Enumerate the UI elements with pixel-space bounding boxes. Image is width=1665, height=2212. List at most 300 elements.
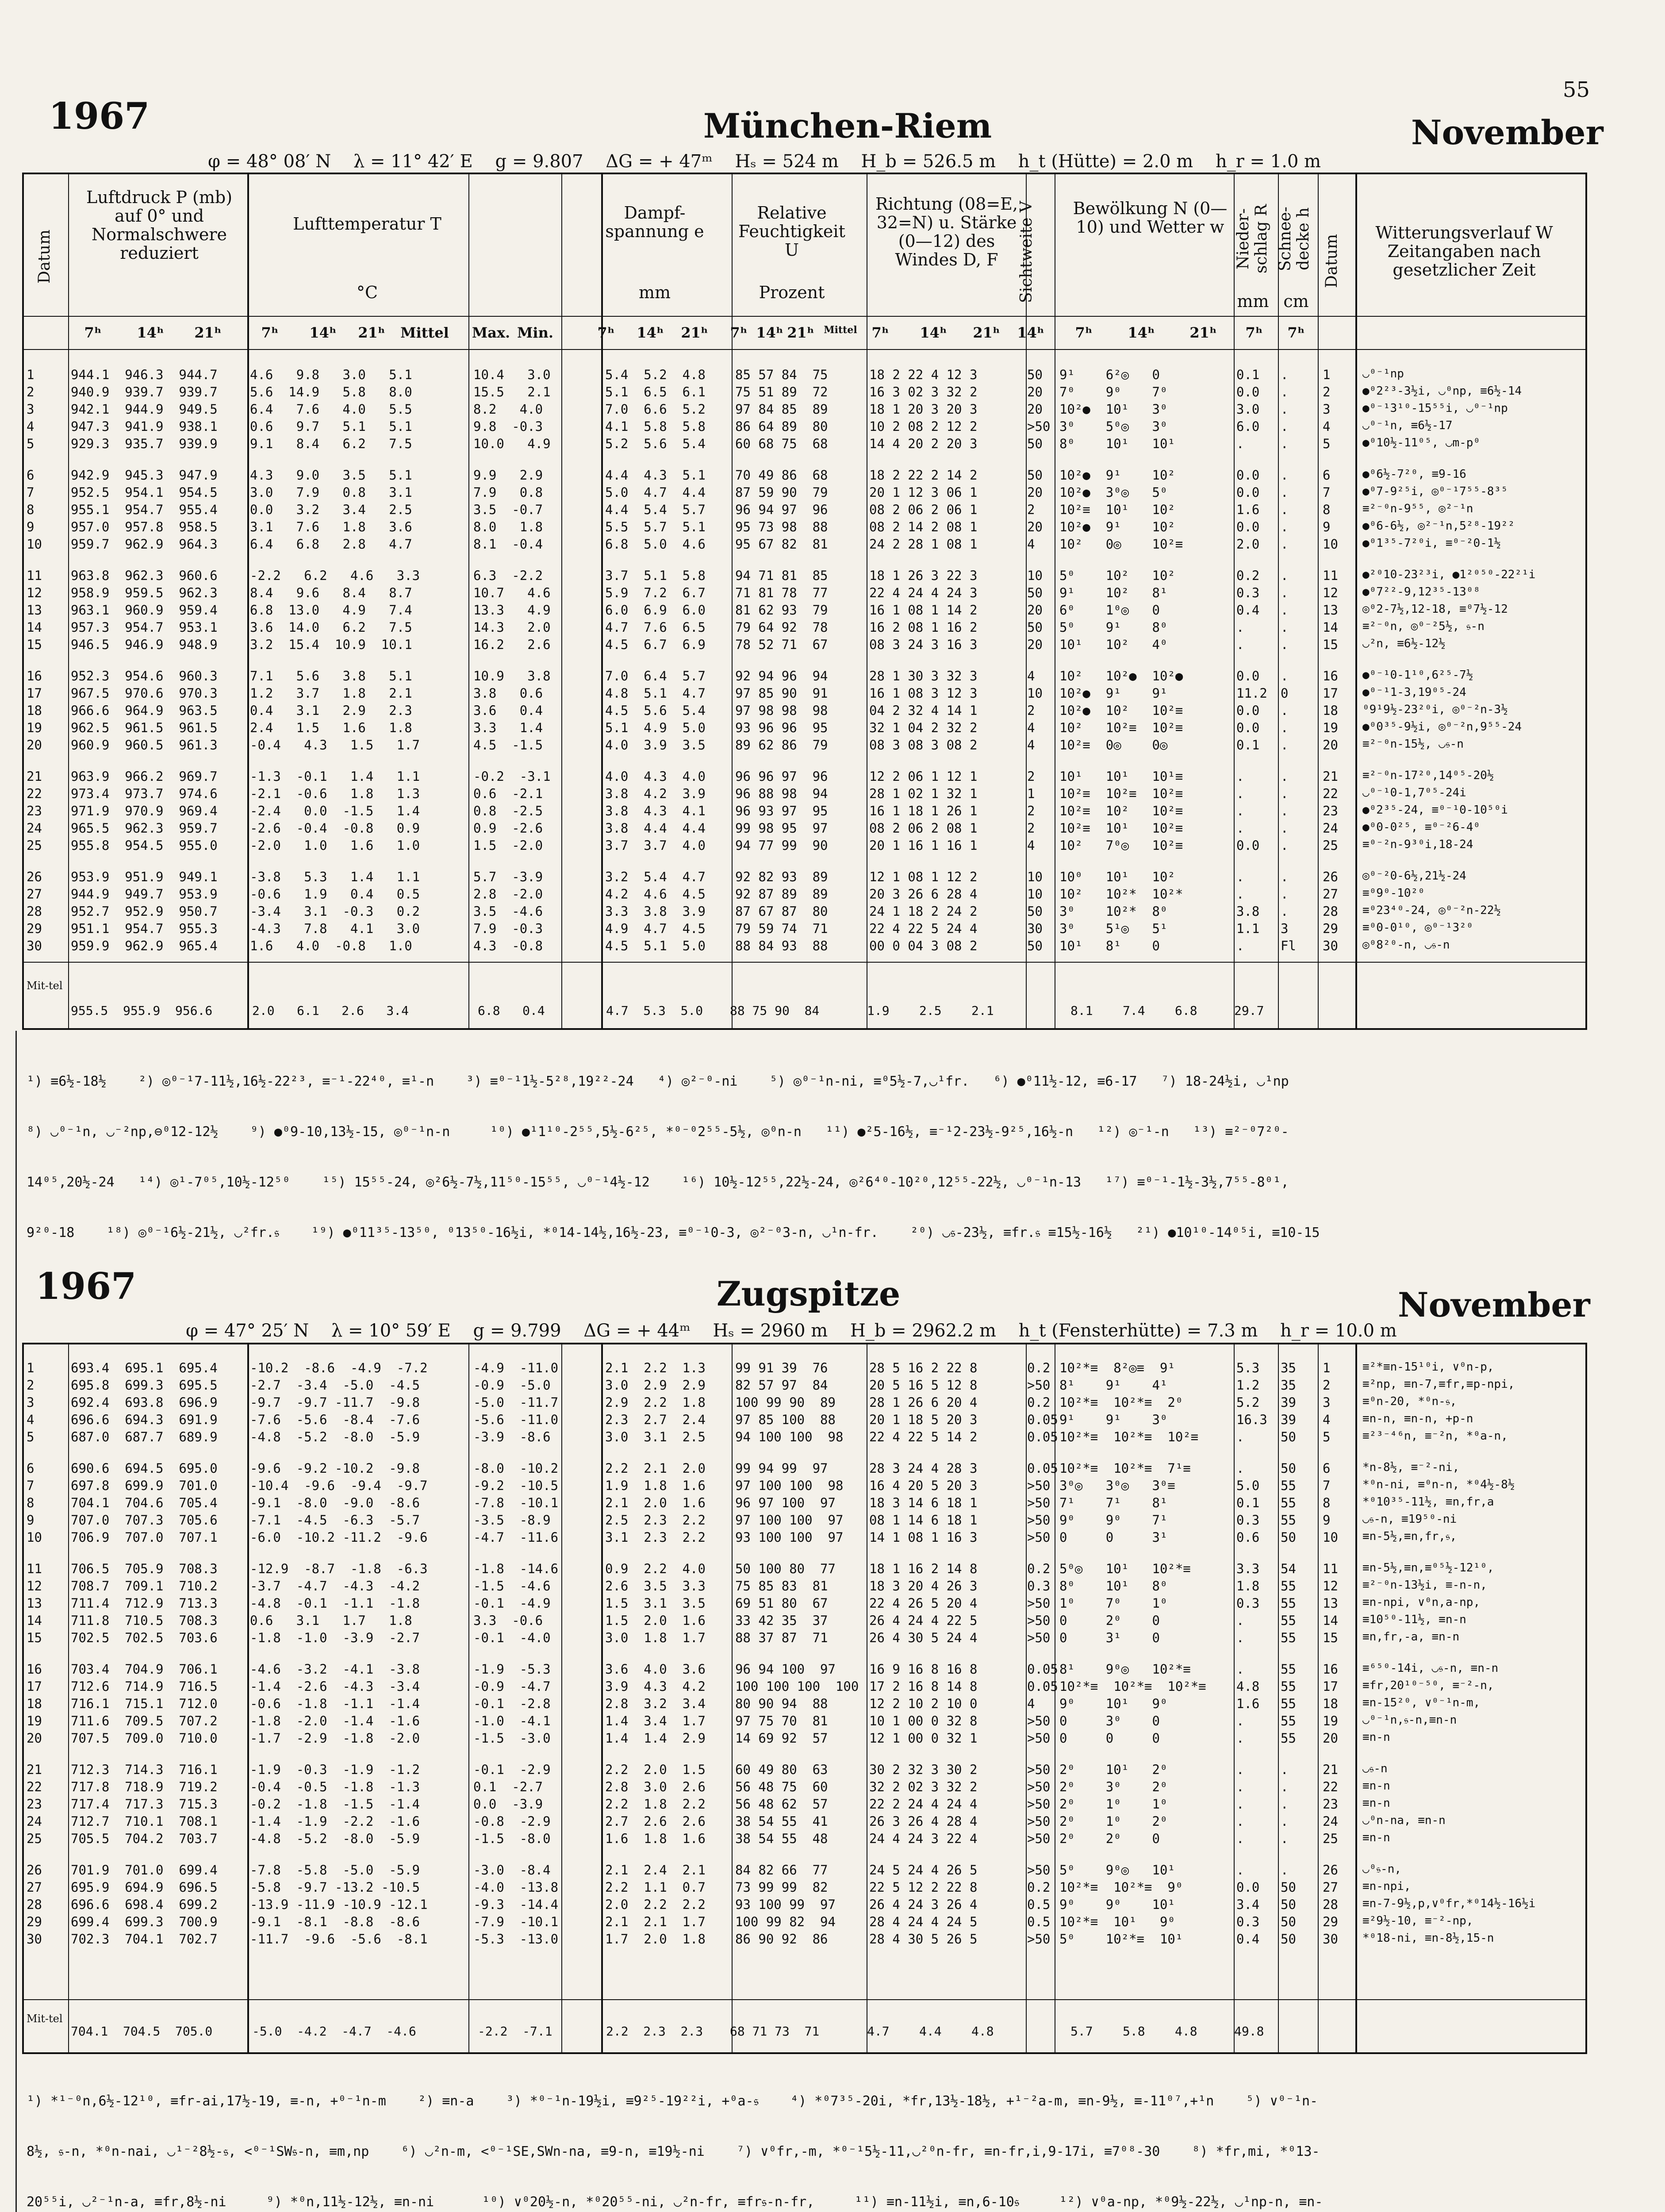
munich-cell-t: 3.1 7.6 1.8 3.6 (250, 519, 412, 534)
munich-cell-t: 6.4 6.8 2.8 4.7 (250, 537, 412, 552)
zug-cell-v: >50 (1027, 1530, 1051, 1545)
sub-n7: 7ʰ (1075, 324, 1093, 341)
zug-cell-t: -5.8 -9.7 -13.2 -10.5 (250, 1880, 420, 1895)
sub-t21: 21ʰ (358, 324, 385, 341)
munich-hdr-vapor: Dampf- spannung e (605, 203, 704, 241)
munich-cell-r: 0.0 (1236, 519, 1260, 534)
munich-cell-dd: 12 (1323, 585, 1338, 600)
munich-cell-w: 28 1 30 3 32 3 (869, 668, 978, 684)
munich-cell-d: 2 (27, 384, 35, 399)
zug-cell-d: 26 (27, 1863, 42, 1878)
zug-cell-p: 702.3 704.1 702.7 (71, 1932, 218, 1947)
munich-cell-p: 958.9 959.5 962.3 (71, 585, 218, 600)
munich-cell-v: 10 (1027, 887, 1043, 902)
zug-cell-mm: -1.5 -3.0 (473, 1731, 551, 1746)
zug-cell-dd: 14 (1323, 1613, 1338, 1628)
zug-cell-h: 54 (1281, 1561, 1296, 1576)
munich-cell-h: . (1281, 384, 1289, 399)
zug-cell-e: 3.6 4.0 3.6 (605, 1662, 706, 1677)
munich-cell-w: 18 1 26 3 22 3 (869, 568, 978, 583)
zug-cell-n: 9⁰ 9⁰ 10¹ (1059, 1897, 1175, 1912)
munich-cell-v: 30 (1027, 921, 1043, 936)
munich-cell-d: 6 (27, 468, 35, 483)
munich-cell-w: 18 2 22 2 14 2 (869, 468, 978, 483)
munich-cell-r: . (1236, 786, 1244, 801)
zug-cell-dd: 10 (1323, 1530, 1338, 1545)
munich-cell-ww: ◡⁰⁻¹n, ≡6½-17 (1362, 419, 1453, 432)
zug-cell-p: 696.6 698.4 699.2 (71, 1897, 218, 1912)
zug-ht: h_t (Fensterhütte) = 7.3 m (1018, 1321, 1258, 1341)
munich-mittel-n: 8.1 7.4 6.8 (1070, 1003, 1197, 1018)
munich-cell-mm: 5.7 -3.9 (473, 869, 543, 884)
munich-cell-v: 50 (1027, 468, 1043, 483)
zug-cell-h: 35 (1281, 1378, 1296, 1393)
munich-cell-w: 08 3 08 3 08 2 (869, 737, 978, 753)
munich-cell-ww: ◎⁰2-7½,12-18, ≡⁰7½-12 (1362, 603, 1508, 616)
munich-hdr-datum: Datum (35, 229, 54, 284)
zug-cell-t: -9.6 -9.2 -10.2 -9.8 (250, 1461, 420, 1476)
munich-cell-mm: 1.5 -2.0 (473, 838, 543, 853)
zug-cell-v: >50 (1027, 1762, 1051, 1777)
zug-cell-t: -12.9 -8.7 -1.8 -6.3 (250, 1561, 428, 1576)
zug-cell-h: 55 (1281, 1495, 1296, 1510)
munich-cell-u: 60 68 75 68 (735, 436, 828, 451)
munich-cell-n: 10²● 9¹ 9¹ (1059, 686, 1168, 701)
munich-cell-u: 93 96 96 95 (735, 720, 828, 735)
zug-cell-t: -4.8 -0.1 -1.1 -1.8 (250, 1596, 420, 1611)
munich-cell-d: 24 (27, 821, 42, 836)
zug-cell-p: 692.4 693.8 696.9 (71, 1395, 218, 1410)
zug-mittel-n: 5.7 5.8 4.8 (1070, 2024, 1197, 2039)
zug-cell-dd: 4 (1323, 1412, 1331, 1427)
zug-cell-t: -10.4 -9.6 -9.4 -9.7 (250, 1478, 428, 1493)
zug-cell-t: 0.6 3.1 1.7 1.8 (250, 1613, 412, 1628)
munich-cell-p: 953.9 951.9 949.1 (71, 869, 218, 884)
munich-cell-e: 7.0 6.6 5.2 (605, 402, 706, 417)
zug-cell-v: 0.05 (1027, 1662, 1058, 1677)
munich-cell-h: . (1281, 603, 1289, 618)
zug-cell-w: 16 4 20 5 20 3 (869, 1478, 978, 1493)
zug-cell-e: 1.5 2.0 1.6 (605, 1613, 706, 1628)
munich-cell-p: 951.1 954.7 955.3 (71, 921, 218, 936)
munich-cell-n: 10²● 10² 10²≡ (1059, 703, 1183, 718)
sub-w14: 14ʰ (920, 324, 947, 341)
munich-cell-dd: 5 (1323, 436, 1331, 451)
munich-cell-u: 95 73 98 88 (735, 519, 828, 534)
zug-cell-v: >50 (1027, 1713, 1051, 1728)
sub-p21: 21ʰ (194, 324, 222, 341)
munich-cell-dd: 28 (1323, 904, 1338, 919)
munich-cell-mm: 4.5 -1.5 (473, 737, 543, 753)
zug-cell-dd: 2 (1323, 1378, 1331, 1393)
munich-cell-d: 17 (27, 686, 42, 701)
munich-cell-w: 18 1 20 3 20 3 (869, 402, 978, 417)
munich-cell-dd: 15 (1323, 637, 1338, 652)
munich-footnote-line: ⁸) ◡⁰⁻¹n, ◡⁻²np,⊖⁰12-12½ ⁹) ●⁰9-10,13½-15, ◎⁰⁻¹n-n ¹⁰) ●¹1¹⁰-2⁵⁵,5½-6²⁵, *⁰⁻⁰2⁵⁵-5½, ◎⁰n-n ¹¹) ●²5-16½, ≡⁻¹2-23½-9²⁵,16½-n ¹²) ◎⁻¹-n ¹³) ≡²⁻⁰7²⁰- (27, 1124, 1289, 1140)
zug-cell-w: 10 1 00 0 32 8 (869, 1713, 978, 1728)
zug-cell-h: 50 (1281, 1429, 1296, 1444)
munich-cell-e: 5.2 5.6 5.4 (605, 436, 706, 451)
munich-cell-e: 4.0 3.9 3.5 (605, 737, 706, 753)
munich-cell-u: 96 94 97 96 (735, 502, 828, 517)
munich-cell-h: . (1281, 838, 1289, 853)
zug-cell-h: 50 (1281, 1461, 1296, 1476)
munich-cell-v: 2 (1027, 803, 1035, 818)
zug-cell-t: -13.9 -11.9 -10.9 -12.1 (250, 1897, 428, 1912)
zug-cell-p: 696.6 694.3 691.9 (71, 1412, 218, 1427)
zug-cell-e: 1.9 1.8 1.6 (605, 1478, 706, 1493)
zug-cell-h: 55 (1281, 1578, 1296, 1594)
zug-cell-ww: *n-8½, ≡⁻²-ni, (1362, 1461, 1460, 1474)
zug-cell-n: 5⁰◎ 10¹ 10²*≡ (1059, 1561, 1191, 1576)
munich-cell-w: 16 3 02 3 32 2 (869, 384, 978, 399)
zug-cell-p: 712.7 710.1 708.1 (71, 1814, 218, 1829)
zug-cell-v: 0.3 (1027, 1578, 1051, 1594)
munich-cell-d: 20 (27, 737, 42, 753)
zug-cell-w: 18 1 16 2 14 8 (869, 1561, 978, 1576)
zug-cell-r: 5.0 (1236, 1478, 1260, 1493)
munich-cell-ww: ≡⁰0-0¹⁰, ◎⁰⁻¹3²⁰ (1362, 921, 1473, 934)
munich-cell-p: 959.9 962.9 965.4 (71, 938, 218, 953)
zug-cell-d: 30 (27, 1932, 42, 1947)
zug-cell-p: 707.0 707.3 705.6 (71, 1513, 218, 1528)
munich-hdr-cloud: Bewölkung N (0—10) und Wetter w (1073, 199, 1228, 237)
munich-cell-dd: 2 (1323, 384, 1331, 399)
munich-cell-n: 10² 10²* 10²* (1059, 887, 1183, 902)
zug-cell-r: . (1236, 1779, 1244, 1794)
zug-cell-t: -9.1 -8.0 -9.0 -8.6 (250, 1495, 420, 1510)
zug-cell-ww: ◡⁰𝔰-n, (1362, 1863, 1402, 1876)
zug-cell-u: 33 42 35 37 (735, 1613, 828, 1628)
zug-cell-r: 0.3 (1236, 1914, 1260, 1929)
munich-cell-v: 4 (1027, 838, 1035, 853)
zug-cell-p: 706.5 705.9 708.3 (71, 1561, 218, 1576)
zug-lat: φ = 47° 25′ N (186, 1321, 309, 1341)
munich-cell-dd: 13 (1323, 603, 1338, 618)
zug-cell-t: -9.7 -9.7 -11.7 -9.8 (250, 1395, 420, 1410)
zug-cell-mm: -5.3 -13.0 (473, 1932, 559, 1947)
zug-cell-t: -7.6 -5.6 -8.4 -7.6 (250, 1412, 420, 1427)
munich-cell-v: 20 (1027, 603, 1043, 618)
zug-cell-mm: -0.1 -2.8 (473, 1696, 551, 1711)
zug-cell-v: >50 (1027, 1495, 1051, 1510)
zug-cell-ww: ≡⁶⁵⁰-14i, ◡𝔰-n, ≡n-n (1362, 1662, 1499, 1675)
munich-cell-h: . (1281, 869, 1289, 884)
zug-cell-ww: ≡²9½-10, ≡⁻²-np, (1362, 1914, 1473, 1928)
zug-cell-p: 712.6 714.9 716.5 (71, 1679, 218, 1694)
zug-cell-h: 55 (1281, 1513, 1296, 1528)
munich-cell-ww: ●⁰7-9²⁵i, ◎⁰⁻¹7⁵⁵-8³⁵ (1362, 485, 1508, 498)
zug-cell-v: >50 (1027, 1779, 1051, 1794)
zug-cell-h: 50 (1281, 1932, 1296, 1947)
munich-cell-e: 4.5 6.7 6.9 (605, 637, 706, 652)
munich-cell-r: . (1236, 803, 1244, 818)
munich-hdr-precip-unit: mm (1237, 292, 1269, 311)
munich-cell-n: 10²≡ 10¹ 10²≡ (1059, 821, 1183, 836)
munich-cell-p: 966.6 964.9 963.5 (71, 703, 218, 718)
munich-cell-r: 2.0 (1236, 537, 1260, 552)
munich-cell-ww: ≡⁰23⁴⁰-24, ◎⁰⁻²n-22½ (1362, 904, 1501, 917)
munich-cell-u: 79 64 92 78 (735, 620, 828, 635)
munich-cell-p: 971.9 970.9 969.4 (71, 803, 218, 818)
sub-w21: 21ʰ (973, 324, 1000, 341)
zug-cell-ww: ≡fr,20¹⁰⁻⁵⁰, ≡⁻²-n, (1362, 1679, 1494, 1692)
munich-footnote-line: ¹) ≡6½-18½ ²) ◎⁰⁻¹7-11½,16½-22²³, ≡⁻¹-22⁴⁰, ≡¹-n ³) ≡⁰⁻¹1½-5²⁸,19²²-24 ⁴) ◎²⁻⁰-ni ⁵) ◎⁰⁻¹n-ni, ≡⁰5½-7,◡¹fr. ⁶) ●⁰11½-12, ≡6-17 ⁷) 18-24½i, ◡¹np (27, 1074, 1289, 1089)
munich-cell-n: 8⁰ 10¹ 10¹ (1059, 436, 1175, 451)
munich-lon: λ = 11° 42′ E (353, 151, 473, 172)
zug-cell-n: 7¹ 7¹ 8¹ (1059, 1495, 1168, 1510)
munich-cell-v: 10 (1027, 568, 1043, 583)
munich-ht: h_t (Hütte) = 2.0 m (1018, 151, 1193, 172)
zug-cell-mm: -0.1 -2.9 (473, 1762, 551, 1777)
munich-cell-ww: ●⁰2²³-3½i, ◡⁰np, ≡6½-14 (1362, 384, 1522, 398)
munich-cell-mm: 16.2 2.6 (473, 637, 551, 652)
zug-cell-ww: ◡⁰⁻¹n,𝔰-n,≡n-n (1362, 1713, 1457, 1727)
zug-cell-ww: ≡n-npi, (1362, 1880, 1411, 1893)
munich-cell-r: 0.1 (1236, 737, 1260, 753)
zug-cell-p: 701.9 701.0 699.4 (71, 1863, 218, 1878)
zug-cell-t: -1.8 -2.0 -1.4 -1.6 (250, 1713, 420, 1728)
zug-cell-mm: 0.0 -3.9 (473, 1797, 543, 1812)
munich-cell-dd: 21 (1323, 769, 1338, 784)
munich-cell-dd: 8 (1323, 502, 1331, 517)
munich-cell-d: 5 (27, 436, 35, 451)
munich-mittel-mm: 6.8 0.4 (478, 1003, 545, 1018)
munich-cell-dd: 3 (1323, 402, 1331, 417)
zug-cell-ww: ≡n-7-9½,p,∨⁰fr,*⁰14½-16½i (1362, 1897, 1536, 1910)
munich-coords (208, 151, 1338, 172)
munich-hdr-humidity: Relative Feuchtigkeit U (738, 203, 845, 260)
munich-cell-w: 24 1 18 2 24 2 (869, 904, 978, 919)
zug-cell-r: 0.3 (1236, 1513, 1260, 1528)
zug-cell-t: -4.8 -5.2 -8.0 -5.9 (250, 1831, 420, 1846)
munich-cell-r: 1.1 (1236, 921, 1260, 936)
munich-cell-d: 15 (27, 637, 42, 652)
zug-cell-p: 693.4 695.1 695.4 (71, 1360, 218, 1375)
munich-cell-e: 4.5 5.6 5.4 (605, 703, 706, 718)
munich-cell-v: 10 (1027, 686, 1043, 701)
zug-cell-w: 22 5 12 2 22 8 (869, 1880, 978, 1895)
munich-cell-ww: ◡⁰⁻¹0-1,7⁰⁵-24i (1362, 786, 1466, 799)
zug-cell-h: 39 (1281, 1395, 1296, 1410)
munich-cell-d: 14 (27, 620, 42, 635)
munich-cell-dd: 14 (1323, 620, 1338, 635)
zug-cell-ww: ◡⁰n-na, ≡n-n (1362, 1814, 1446, 1827)
munich-cell-r: 3.0 (1236, 402, 1260, 417)
zug-cell-n: 2⁰ 1⁰ 1⁰ (1059, 1797, 1168, 1812)
zug-cell-p: 704.1 704.6 705.4 (71, 1495, 218, 1510)
munich-cell-v: 2 (1027, 821, 1035, 836)
munich-cell-mm: 0.8 -2.5 (473, 803, 543, 818)
zug-cell-ww: ≡n-n (1362, 1831, 1390, 1844)
munich-cell-p: 967.5 970.6 970.3 (71, 686, 218, 701)
munich-cell-ww: ●⁰10½-11⁰⁵, ◡m-p⁰ (1362, 436, 1481, 449)
zug-cell-r: . (1236, 1731, 1244, 1746)
munich-cell-t: 0.6 9.7 5.1 5.1 (250, 419, 412, 434)
munich-cell-t: -3.8 5.3 1.4 1.1 (250, 869, 420, 884)
munich-cell-d: 19 (27, 720, 42, 735)
zug-cell-e: 2.0 2.2 2.2 (605, 1897, 706, 1912)
munich-cell-t: -1.3 -0.1 1.4 1.1 (250, 769, 420, 784)
zug-cell-ww: *⁰18-ni, ≡n-8½,15-n (1362, 1932, 1494, 1945)
munich-cell-u: 87 67 87 80 (735, 904, 828, 919)
munich-cell-h: . (1281, 821, 1289, 836)
zug-cell-e: 0.9 2.2 4.0 (605, 1561, 706, 1576)
zug-cell-u: 97 85 100 88 (735, 1412, 836, 1427)
zug-cell-d: 15 (27, 1630, 42, 1645)
zug-cell-p: 711.4 712.9 713.3 (71, 1596, 218, 1611)
zug-cell-u: 97 75 70 81 (735, 1713, 828, 1728)
zug-cell-p: 695.8 699.3 695.5 (71, 1378, 218, 1393)
munich-cell-h: . (1281, 703, 1289, 718)
munich-cell-d: 1 (27, 367, 35, 382)
zug-cell-w: 18 3 14 6 18 1 (869, 1495, 978, 1510)
zug-cell-v: 0.2 (1027, 1360, 1051, 1375)
zug-cell-d: 14 (27, 1613, 42, 1628)
munich-cell-r: 3.8 (1236, 904, 1260, 919)
zug-cell-d: 12 (27, 1578, 42, 1594)
munich-hr: h_r = 1.0 m (1215, 151, 1321, 172)
zug-cell-mm: 3.3 -0.6 (473, 1613, 543, 1628)
zug-cell-r: 0.1 (1236, 1495, 1260, 1510)
munich-cell-mm: 9.9 2.9 (473, 468, 543, 483)
munich-cell-dd: 6 (1323, 468, 1331, 483)
munich-cell-mm: 2.8 -2.0 (473, 887, 543, 902)
zug-cell-v: 0.5 (1027, 1914, 1051, 1929)
zug-cell-r: . (1236, 1713, 1244, 1728)
munich-year: 1967 (49, 95, 150, 138)
zug-cell-ww: ◡𝔰-n, ≡19⁵⁰-ni (1362, 1513, 1457, 1526)
munich-mittel-e: 4.7 5.3 5.0 (606, 1003, 703, 1018)
munich-cell-ww: ●⁰7²²-9,12³⁵-13⁰⁸ (1362, 585, 1481, 599)
munich-cell-e: 3.8 4.4 4.4 (605, 821, 706, 836)
zug-cell-dd: 25 (1323, 1831, 1338, 1846)
zug-cell-d: 20 (27, 1731, 42, 1746)
zug-cell-h: 55 (1281, 1679, 1296, 1694)
zug-cell-e: 3.0 1.8 1.7 (605, 1630, 706, 1645)
munich-mittel-w: 1.9 2.5 2.1 (867, 1003, 994, 1018)
munich-cell-p: 952.5 954.1 954.5 (71, 485, 218, 500)
munich-cell-v: 2 (1027, 769, 1035, 784)
zug-cell-p: 703.4 704.9 706.1 (71, 1662, 218, 1677)
zug-cell-e: 1.5 3.1 3.5 (605, 1596, 706, 1611)
munich-cell-d: 30 (27, 938, 42, 953)
munich-cell-n: 10¹ 10² 4⁰ (1059, 637, 1168, 652)
zug-cell-v: >50 (1027, 1513, 1051, 1528)
sub-u21: 21ʰ (787, 324, 814, 341)
munich-cell-w: 32 1 04 2 32 2 (869, 720, 978, 735)
zug-cell-u: 96 94 100 97 (735, 1662, 836, 1677)
zug-cell-d: 4 (27, 1412, 35, 1427)
zug-cell-p: 706.9 707.0 707.1 (71, 1530, 218, 1545)
munich-cell-u: 95 67 82 81 (735, 537, 828, 552)
munich-cell-w: 04 2 32 4 14 1 (869, 703, 978, 718)
zug-cell-u: 69 51 80 67 (735, 1596, 828, 1611)
zug-cell-v: 0.2 (1027, 1395, 1051, 1410)
munich-cell-n: 10¹ 8¹ 0 (1059, 938, 1160, 953)
munich-cell-d: 16 (27, 668, 42, 684)
sub-v14: 14ʰ (1017, 324, 1044, 341)
munich-cell-n: 7⁰ 9⁰ 7⁰ (1059, 384, 1168, 399)
munich-cell-n: 10² 10²● 10²● (1059, 668, 1183, 684)
munich-cell-v: 20 (1027, 402, 1043, 417)
munich-cell-ww: ◎⁰⁻²0-6½,21½-24 (1362, 869, 1466, 883)
zug-cell-p: 717.8 718.9 719.2 (71, 1779, 218, 1794)
zug-cell-e: 2.2 2.0 1.5 (605, 1762, 706, 1777)
munich-cell-ww: ●⁰6½-7²⁰, ≡9-16 (1362, 468, 1466, 481)
munich-cell-mm: 3.8 0.6 (473, 686, 543, 701)
zug-cell-u: 60 49 80 63 (735, 1762, 828, 1777)
munich-cell-ww: ≡²⁻⁰n-15½, ◡𝔰-n (1362, 737, 1464, 751)
munich-cell-dd: 7 (1323, 485, 1331, 500)
zug-cell-w: 24 4 24 3 22 4 (869, 1831, 978, 1846)
zug-cell-e: 1.4 3.4 1.7 (605, 1713, 706, 1728)
munich-cell-u: 78 52 71 67 (735, 637, 828, 652)
munich-cell-u: 96 88 98 94 (735, 786, 828, 801)
zug-cell-e: 2.1 2.0 1.6 (605, 1495, 706, 1510)
zug-cell-w: 20 5 16 5 12 8 (869, 1378, 978, 1393)
munich-cell-r: 0.0 (1236, 668, 1260, 684)
zug-cell-t: -4.6 -3.2 -4.1 -3.8 (250, 1662, 420, 1677)
zug-cell-d: 7 (27, 1478, 35, 1493)
munich-cell-e: 3.8 4.3 4.1 (605, 803, 706, 818)
zug-cell-ww: ≡n-n (1362, 1779, 1390, 1793)
zug-cell-mm: -1.9 -5.3 (473, 1662, 551, 1677)
zug-cell-r: 3.4 (1236, 1897, 1260, 1912)
zug-cell-n: 2⁰ 3⁰ 2⁰ (1059, 1779, 1168, 1794)
munich-cell-h: . (1281, 637, 1289, 652)
zug-cell-h: . (1281, 1762, 1289, 1777)
munich-cell-r: 0.1 (1236, 367, 1260, 382)
zug-cell-t: -3.7 -4.7 -4.3 -4.2 (250, 1578, 420, 1594)
munich-cell-ww: ≡²⁻⁰n-9⁵⁵, ◎²⁻¹n (1362, 502, 1473, 515)
munich-cell-w: 08 2 06 2 06 1 (869, 502, 978, 517)
munich-month: November (1411, 113, 1604, 152)
zug-cell-u: 86 90 92 86 (735, 1932, 828, 1947)
munich-cell-dd: 9 (1323, 519, 1331, 534)
zug-cell-r: . (1236, 1461, 1244, 1476)
munich-cell-r: 0.4 (1236, 603, 1260, 618)
zug-cell-n: 9⁰ 9⁰ 7¹ (1059, 1513, 1168, 1528)
zug-cell-r: 5.3 (1236, 1360, 1260, 1375)
sub-e21: 21ʰ (681, 324, 708, 341)
munich-cell-e: 4.8 5.1 4.7 (605, 686, 706, 701)
zug-cell-v: 0.05 (1027, 1412, 1058, 1427)
munich-cell-p: 940.9 939.7 939.7 (71, 384, 218, 399)
zug-cell-ww: ≡n-5½,≡n,fr,𝔰, (1362, 1530, 1457, 1543)
zug-footnote-line: 8½, 𝔰-n, *⁰n-nai, ◡¹⁻²8½-𝔰, <⁰⁻¹SW𝔰-n, ≡m,np ⁶) ◡²n-m, <⁰⁻¹SE,SWn-na, ≡9-n, ≡19½-ni ⁷) ∨⁰fr,-m, *⁰⁻¹5½-11,◡²⁰n-fr, ≡n-fr,i,9-17i, ≡7⁰⁸-30 ⁸) *fr,mi, *⁰13- (27, 2144, 1320, 2159)
zug-cell-dd: 21 (1323, 1762, 1338, 1777)
zug-cell-mm: -4.7 -11.6 (473, 1530, 559, 1545)
munich-cell-w: 00 0 04 3 08 2 (869, 938, 978, 953)
munich-cell-mm: 6.3 -2.2 (473, 568, 543, 583)
munich-cell-d: 7 (27, 485, 35, 500)
munich-cell-t: -2.4 0.0 -1.5 1.4 (250, 803, 420, 818)
munich-cell-t: -3.4 3.1 -0.3 0.2 (250, 904, 420, 919)
zug-cell-u: 14 69 92 57 (735, 1731, 828, 1746)
zug-cell-r: 0.6 (1236, 1530, 1260, 1545)
munich-cell-t: -0.4 4.3 1.5 1.7 (250, 737, 420, 753)
zug-cell-dd: 27 (1323, 1880, 1338, 1895)
munich-cell-r: 0.0 (1236, 703, 1260, 718)
munich-cell-ww: ≡⁰⁻²n-9³⁰i,18-24 (1362, 838, 1473, 851)
zug-cell-d: 18 (27, 1696, 42, 1711)
munich-cell-mm: 14.3 2.0 (473, 620, 551, 635)
zug-mittel-p: 704.1 704.5 705.0 (71, 2024, 213, 2039)
zug-cell-u: 88 37 87 71 (735, 1630, 828, 1645)
munich-cell-ww: ●⁰0³⁵-9½i, ◎⁰⁻²n,9⁵⁵-24 (1362, 720, 1522, 733)
zug-cell-e: 2.5 2.3 2.2 (605, 1513, 706, 1528)
